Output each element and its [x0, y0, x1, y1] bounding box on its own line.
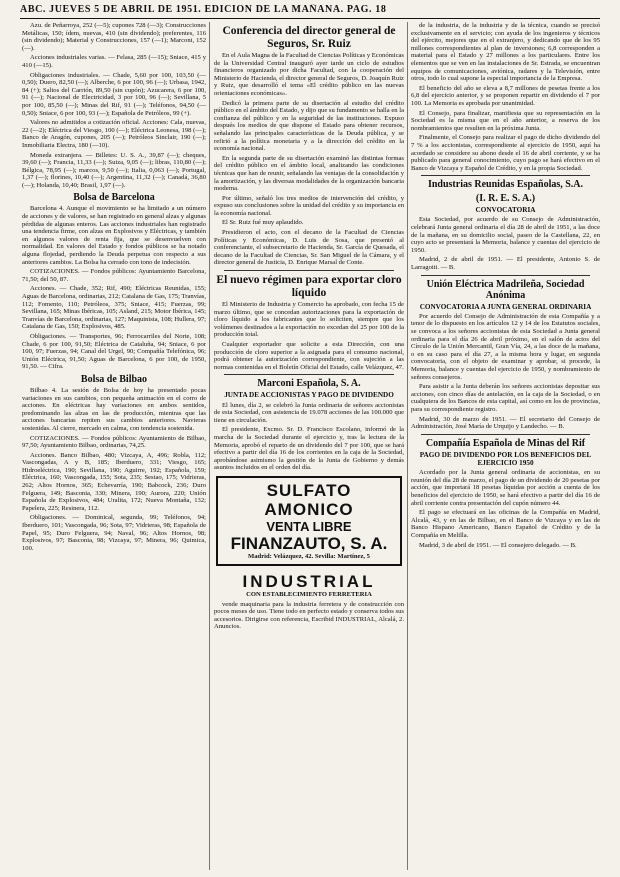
stock-paragraph: Moneda extranjera. — Billetes: U. S. A., 39,87 (—); cheques, 39,60 (—); Francia, 11,33 (—); Suiza, 9,05 (—); libras, 110,80 (—); Bélgica, 78,95 (—); marcos, 9,50 (—); Italia, 0,063 (—); Portugal, 1,37 (—); florines, 10,40 (—); Argentina, 11,32 (—); Canadá, 36,80 (—); Holanda, 10,40; Brasil, 1,97 (—).	[22, 151, 206, 189]
article-paragraph: Madrid, 30 de marzo de 1951. — El secretario del Consejo de Administración, José María de Urquijo y Landecho. — B.	[411, 415, 600, 431]
article-paragraph: Por acuerdo del Consejo de Administración de esta Compañía y a tenor de lo dispuesto en los artículos 12 y 14 de los Estatutos sociales, se convoca a los señores accionistas de esta Sociedad a Junta general ordinaria para el día 26 de abril próximo, en el salón de actos del Círculo de la Unión Mercantil, Gran Vía, 24, a las doce de la mañana, o en su caso para el día 27, a la misma hora y lugar, en segunda convocatoria, con el objeto de examinar y aprobar, si procede, la Memoria, balance y cuentas del ejercicio de 1950, y nombramiento de señores consejeros.	[411, 312, 600, 381]
article-paragraph: Obligaciones. — Dominical, segunda, 99; Teléfonos, 94; Iberduero, 101; Vascongada, 96; Sota, 97; Vidrieras, 98; Española de Papel, 95; Duro Felguera, 94; Naval, 96; Altos Hornos, 98; Explosivos, 97; Basconia, 98; Vizcaya, 97; Minera, 96; Quimica, 100.	[22, 514, 206, 552]
article-paragraph: Esta Sociedad, por acuerdo de su Consejo de Administración, celebrará Junta general ordinaria el día 28 de abril de 1951, a las doce de la mañana, en su domicilio social, paseo de la Castellana, 22, en cuyo acto se presentará la Memoria, balance y cuentas del ejercicio de 1950.	[411, 216, 600, 254]
ad-brand: FINANZAUTO, S. A.	[230, 533, 388, 553]
column-1	[22, 22, 206, 870]
ad-subtitle: VENTA LIBRE	[266, 518, 352, 534]
stock-paragraph: Azu. de Peñarroya, 252 (—5); cupones 728 (—3); Construcciones Metálicas, 150; ídem, nuevas, 410 (sin dividendo); preferentes, 116 (sin dividendo); Material y Construcciones, 157 (—1); Marconi, 152 (—).	[22, 22, 206, 52]
article-paragraph: Para asistir a la Junta deberán los señores accionistas depositar sus acciones, con cinco días de antelación, en la caja de la Sociedad, o en cualquiera de los Bancos de esta capital, así como en los de provincias, para su correspondiente registro.	[411, 383, 600, 413]
column-divider	[407, 22, 408, 870]
article-paragraph: Finalmente, el Consejo para realizar el pago de dicho dividendo del 7 % a los accionistas, correspondiente al ejercicio de 1950, aquí ha acordado se considere su abono desde el 16 de abril corriente, y se ha publicado para general conocimiento, cuyo pago se hará efectivo en el Banco de Vizcaya y Español de Crédito, y en la propia Sociedad.	[411, 134, 600, 172]
article-paragraph: COTIZACIONES. — Fondos públicos: Ayuntamiento de Bilbao, 97,50; Ayuntamiento Bilbao, ordinarias, 74,25.	[22, 434, 206, 450]
section-rule	[224, 270, 394, 271]
section-rule	[224, 374, 394, 375]
section-rule	[421, 434, 590, 435]
ad-title: SULFATO AMONICO	[264, 480, 354, 519]
article-paragraph: Presidieron el acto, con el decano de la Facultad de Ciencias Políticas y Económicas, D. Luis de Sosa, que presentó al conferenciante, el subsecretario de Hacienda, Sr. García de Quesada, el decano de la Facultad de Ciencias, Sr. San Miguel de la Cámara, y el director general de Justicia, D. Enrique Marsal de Conte.	[214, 229, 404, 267]
sulfato-advertisement	[216, 476, 402, 566]
article-paragraph: Madrid, 3 de abril de 1951. — El consejero delegado. — B.	[419, 541, 577, 549]
column-3	[411, 22, 600, 870]
heading-iresa: Industrias Reunidas Españolas, S.A.	[427, 179, 584, 191]
article-paragraph: El Sr. Ruiz fué muy aplaudido.	[222, 219, 304, 227]
subheading-junta: CONVOCATORIA A JUNTA GENERAL ORDINARIA	[419, 302, 592, 311]
page-header: ABC. JUEVES 5 DE ABRIL DE 1951. EDICION DE LA MAÑANA. PAG. 18	[20, 4, 387, 15]
article-paragraph: Acciones. Banco Bilbao, 480; Vizcaya, A, 496; Robla, 112; Vascongadas, A y B, 185; Iberduero, 331; Viesgo, 165; Hidroeléctrica, 190; Sevillana, 190; Aguirre, 192; Española, 159; Eléctrica, 160; Vascongada, 155; Sota, 235; Sestao, 175; Vidrieras, 262; Altos Hornos, 365; Echevarría, 190; Babcock, 236; Duro Felguera, 149; Basconia, 330; Minera, 190; Aurora, 220; Unión Española de Explosivos, 484; Uralita, 172; Nueva Montaña, 132; Papelera, 225; Resinera, 112.	[22, 451, 206, 512]
article-paragraph: El presidente, Excmo. Sr. D. Francisco Escolano, informó de la marcha de la Sociedad durante el ejercicio y, tras la lectura de la Memoria, aprobó el reparto de un dividendo del 7 por 100, que se hará efectivo a partir del día 16 de los corrientes en la caja de la Sociedad, aprobándose asimismo la gestión de la Junta de Gobierno y demás asuntos incluidos en el orden del día.	[214, 426, 404, 472]
industrial-heading: INDUSTRIAL	[242, 571, 376, 591]
stock-paragraph: Obligaciones industriales. — Chade, 5,60 por 100, 103,50 (—0,50); Duero, 82,50 (—); Alberche, 6 por 100, 96 (—); Urbasa, 1942, 84 (+); Saltos del Carrión, 89,50 (sin cupón); Azucarera, 6 por 100, 91 (—); Nacional de Electricidad, 3 por 100, 96 (—); Sevillana, 5 por 100, 85,50 (—); Minas del Rif, 91 (—); Teléfonos, 94,50 (—0,50); Sniace, 6 por 100, 93 (—); Española de Petróleos, 99 (+).	[22, 71, 206, 117]
column-2	[214, 22, 404, 870]
stock-paragraph: Acciones industriales varias. — Felasa, 285 (—15); Sniace, 415 y 410 (—15).	[22, 54, 206, 69]
heading-conferencia: Conferencia del director general de Seguros, Sr. Ruiz	[222, 25, 396, 50]
heading-bolsa-bilbao: Bolsa de Bilbao	[80, 373, 148, 385]
classified-paragraph: vende maquinaria para la industria ferretera y de construcción con pocos meses de uso. Tiene todo en perfecto estado y conserva todos sus accesorios. Dirigirse con referencia, Escribid INDUSTRIAL, Alcalá, 2. Anuncios.	[214, 600, 404, 631]
article-paragraph: En el Aula Magna de la Facultad de Ciencias Políticas y Económicas de la Universidad Central inauguró ayer tarde un ciclo de estudios financieros organizado por dicha Facultad, con la cooperación del Ministerio de Hacienda, el director general de Seguros, D. Joaquín Ruiz y Ruiz, que desarrolló el tema «El crédito público en las nuevas orientaciones económicas».	[214, 52, 404, 97]
header-rule	[20, 18, 600, 19]
section-rule	[421, 275, 590, 276]
article-paragraph: COTIZACIONES. — Fondos públicos: Ayuntamiento Barcelona, 71,50; del 50, 87.	[22, 268, 206, 283]
article-paragraph: Barcelona 4. Aunque el movimiento se ha limitado a un número de acciones y de valores, se han registrado en general alzas y algunas pérdidas de algunas enteros. Las acciones industriales han registrado una tendencia firme, con alzas en Explosivos y Eléctricas, y también en algunos valores de renta fija, que se desenvuelven con normalidad. En valores del Estado y fondos públicos se ha notado alguna flojedad, perdiendo la Deuda perpetua con respecto a sus anteriores cambios. La Bolsa ha cerrado con tono de indecisión.	[22, 205, 206, 266]
article-paragraph: Por último, señaló los tres medios de intervención del crédito, y expuso sus conclusiones sobre la unidad del crédito y su importancia en la economía nacional.	[214, 194, 404, 217]
subheading-convocatoria: CONVOCATORIA	[475, 206, 536, 215]
subheading-dividendo: PAGO DE DIVIDENDO POR LOS BENEFICIOS DEL EJERCICIO 1950	[419, 450, 592, 467]
article-paragraph: Cualquier exportador que solicite a esta Dirección, con una producción de cloro superior a la asignada para el consumo nacional, podrá obtener la autorización correspondiente, con sujeción a las normas contenidas en el Boletín Oficial del Estado, calle Velázquez, 47.	[214, 341, 404, 371]
article-paragraph: Acordado por la Junta general ordinaria de accionistas, en su reunión del día 28 de marzo, el pago de un dividendo de 20 pesetas por acción, que importará 18 pesetas líquidas por acción a cuenta de los beneficios del ejercicio de 1950, se hará efectivo a partir del día 16 de abril corriente contra presentación del cupón número 44.	[411, 469, 600, 507]
heading-iresa-acronym: (I. R. E. S. A.)	[475, 193, 536, 205]
article-paragraph: En la segunda parte de su disertación examinó las distintas formas del crédito público en el ámbito local, analizando las condiciones técnicas que han de reunir, señalando las ventajas de la consolidación y la amortización, y las diversas modalidades de la organización bancaria moderna.	[214, 154, 404, 193]
article-paragraph: Obligaciones. — Transportes, 96; Ferrocarriles del Norte, 108; Chade, 6 por 100, 91,50; Eléctrica de Cataluña, 94; Sniace, 6 por 100, 97; Fuerzas, 94; Canal del Urgel, 90; Compañía Telefónica, 96; Unión Eléctrica, 91,50; Aguas de Barcelona, 6 por 100, de 1950, 91,50. — Cifra.	[22, 332, 206, 371]
stock-paragraph: Valores no admitidos a cotización oficial. Acciones: Cala, nuevas, 22 (—2); Eléctrica del Viesgo, 100 (—); Eléctrica Leonesa, 198 (—); Banco de Aragón, cupones, 205 (—); Petróleos Sinclair, 190 (—); Inmobiliaria Electra, 180 (—10).	[22, 119, 206, 149]
article-paragraph: Bilbao 4. La sesión de Bolsa de hoy ha presentado pocas variaciones en sus cambios, con pequeña animación en el corro de acciones. En eléctricas hay variaciones en ambos sentidos, predominando las alzas en las de producción, mientras que las acciones bancarias repiten sus cambios anteriores. Navieras sostenidas. Al cierre, mercado en calma, con tendencia sostenida.	[22, 386, 206, 432]
article-paragraph: Dedicó la primera parte de su disertación al estudio del crédito público en el ámbito del Estado, y dijo que su fundamento se halla en la confianza del público y en la seguridad de las instituciones. Expuso después los medios de que dispone el Estado para obtener recursos, señalando las principales características de la Deuda pública, y se refirió a la política monetaria y a la dirección del crédito en la economía nacional.	[214, 99, 404, 153]
article-paragraph: El lunes, día 2, se celebró la Junta ordinaria de señores accionistas de esta Sociedad, con asistencia de 19.078 acciones de las 100.000 que tiene en circulación.	[214, 401, 404, 424]
heading-marconi: Marconi Española, S. A.	[257, 378, 361, 390]
column-divider	[209, 22, 210, 870]
article-paragraph: El Consejo, para finalizar, manifiesta que su representación en la Sociedad es la misma que en el año anterior, a reserva de los nombramientos que resulten en la próxima Junta.	[411, 109, 600, 132]
article-paragraph: Madrid, 2 de abril de 1951. — El presidente, Antonio S. de Larragoiti. — B.	[411, 256, 600, 272]
article-paragraph: El pago se efectuará en las oficinas de la Compañía en Madrid, Alcalá, 43, y en las de Bilbao, en el Banco de Vizcaya y en las de Banco Hispano Americano, Banco Español de Crédito y de la Compañía en Melilla.	[411, 509, 600, 539]
heading-cloro: El nuevo régimen para exportar cloro líquido	[216, 274, 402, 299]
heading-bolsa-barcelona: Bolsa de Barcelona	[73, 192, 155, 204]
ad-address: Madrid: Velázquez, 42. Sevilla: Martínez, 5	[248, 552, 370, 560]
section-rule	[421, 175, 590, 176]
heading-union-electrica: Unión Eléctrica Madrileña, Sociedad Anónima	[426, 278, 585, 301]
article-paragraph: Acciones. — Chade, 352; Rif, 490; Eléctricas Reunidas, 155; Aguas de Barcelona, ordinarias, 212; Catalana de Gas, 175; Tranvías, 112; Fomento, 110; Petróleos, 375; Sniace, 415; Fuerzas, 99; Sevillana, 165; Minas Ibéricas, 105; Asland, 215; Motor Ibérica, 145; Tranvías de Barcelona, ordinarias, 127; Maquinista, 108; Hullera, 97; Catalana de Gas, 150; Explosivos, 485.	[22, 285, 206, 331]
article-paragraph: El Ministerio de Industria y Comercio ha aprobado, con fecha 15 de marzo último, que se concedan autorizaciones para la exportación de cloro líquido a los fabricantes que lo soliciten, siempre que los volúmenes destinados a la exportación no excedan del 25 por 100 de la producción total.	[214, 301, 404, 339]
subheading-marconi: JUNTA DE ACCIONISTAS Y PAGO DE DIVIDENDO	[224, 391, 394, 400]
article-paragraph: de la industria, de la industria y de la técnica, cuando se precisó exclusivamente en el servicio; con ayuda de los ingenieros y técnicos del ejército, mejores que en el extranjero, y dedicando que de los 95 millones correspondientes al plan de inversiones; 6,8 corresponden a material para el Estado y 27 millones a los particulares. Entre los elementos que se ven en las instalaciones de Sr. Estrada, se encuentran equipos de comunicaciones, aviónica, radares y la Televisión, entre otros, todo lo cual supone la especial importancia de la Empresa.	[411, 22, 600, 83]
article-paragraph: El beneficio del año se eleva a 8,7 millones de pesetas frente a los 6,8 del ejercicio anterior, y se proponen repartir en dividendo el 7 por 100. La Memoria es aprobada por unanimidad.	[411, 84, 600, 107]
industrial-subheading: CON ESTABLECIMIENTO FERRETERIA	[246, 590, 372, 598]
heading-minas-rif: Compañía Española de Minas del Rif	[425, 437, 586, 449]
